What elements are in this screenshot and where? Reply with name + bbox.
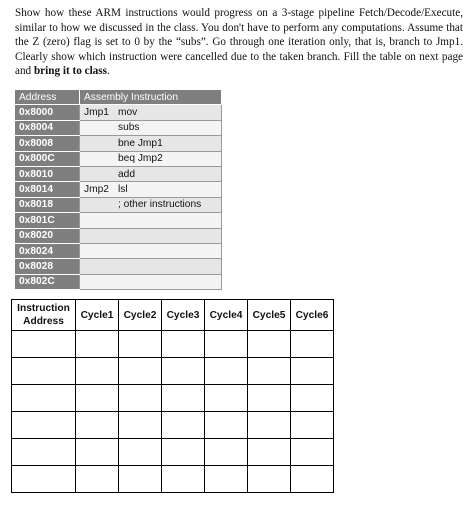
instruction-text: ; other instructions [118,199,202,211]
instructions-paragraph [15,6,463,79]
cycle-cell[interactable] [76,358,119,385]
instruction-address-cell[interactable] [12,466,76,493]
cycle-cell[interactable] [119,439,162,466]
cycle-cell[interactable] [162,358,205,385]
cycle-cell[interactable] [291,331,334,358]
instruction-cell [80,166,222,181]
pipeline-row [12,412,334,439]
cycle-cell[interactable] [248,331,291,358]
cycle-cell[interactable] [248,439,291,466]
cycle-cell[interactable] [205,385,248,412]
cycle-cell[interactable] [76,412,119,439]
instruction-cell [80,228,222,243]
cycle-cell[interactable] [76,439,119,466]
cycle-cell[interactable] [291,466,334,493]
instruction-header-line: Instruction [17,303,70,314]
cycle-cell[interactable] [119,331,162,358]
code-row [15,151,222,166]
instruction-address-cell[interactable] [12,358,76,385]
instructions-end: . [106,65,110,78]
instruction-cell [80,274,222,289]
code-row [15,259,222,274]
branch-label: Jmp1 [84,107,109,119]
pipeline-row [12,331,334,358]
address-cell: 0x8028 [15,259,80,274]
pipeline-header-row [12,300,334,331]
address-cell: 0x8000 [15,105,80,120]
instruction-address-cell[interactable] [12,331,76,358]
code-row [15,213,222,228]
instruction-cell [80,243,222,258]
pipeline-row [12,358,334,385]
pipeline-row [12,385,334,412]
cycle-cell[interactable] [76,331,119,358]
instructions-bold-text: bring it to class [33,65,107,78]
code-row [15,105,222,120]
address-cell: 0x8004 [15,120,80,135]
code-row [15,136,222,151]
cycle-cell[interactable] [248,466,291,493]
code-table-header-row [15,90,222,105]
cycle-cell[interactable] [119,358,162,385]
cycle-cell[interactable] [162,439,205,466]
code-row [15,228,222,243]
cycle1-header: Cycle1 [76,300,119,331]
cycle3-header: Cycle3 [162,300,205,331]
cycle-cell[interactable] [119,385,162,412]
instruction-text: bne Jmp1 [118,137,163,149]
cycle-cell[interactable] [162,331,205,358]
address-header-line: Address [23,316,64,327]
address-cell: 0x801C [15,213,80,228]
instruction-address-cell[interactable] [12,412,76,439]
instruction-cell [80,136,222,151]
cycle-cell[interactable] [76,385,119,412]
instruction-text: subs [118,122,140,134]
cycle-cell[interactable] [205,412,248,439]
instruction-address-cell[interactable] [12,439,76,466]
address-cell: 0x8014 [15,182,80,197]
cycle-cell[interactable] [248,358,291,385]
cycle-cell[interactable] [205,358,248,385]
address-cell: 0x8020 [15,228,80,243]
cycle-cell[interactable] [119,412,162,439]
code-row [15,182,222,197]
pipeline-row [12,439,334,466]
cycle-cell[interactable] [291,385,334,412]
cycle-cell[interactable] [248,412,291,439]
address-cell: 0x8008 [15,136,80,151]
code-row [15,243,222,258]
cycle-cell[interactable] [162,466,205,493]
pipeline-row [12,466,334,493]
instruction-address-cell[interactable] [12,385,76,412]
instruction-cell [80,213,222,228]
instruction-cell [80,182,222,197]
instruction-cell [80,105,222,120]
cycle-cell[interactable] [205,331,248,358]
address-column-header: Address [15,90,80,105]
code-row [15,197,222,212]
instruction-cell [80,197,222,212]
cycle2-header: Cycle2 [119,300,162,331]
cycle5-header: Cycle5 [248,300,291,331]
instruction-text: mov [118,107,138,119]
cycle-cell[interactable] [291,358,334,385]
instruction-address-header [12,300,76,331]
assembly-code-table [14,89,222,290]
address-cell: 0x8010 [15,166,80,181]
cycle-cell[interactable] [205,466,248,493]
cycle-cell[interactable] [162,385,205,412]
pipeline-cycle-table [11,299,334,493]
cycle-cell[interactable] [291,412,334,439]
instructions-text: Show how these ARM instructions would progress on a 3-stage pipeline Fetch/Decode/Execute, similar to how we discussed in the class. You don't have to perform any computations. Assume that the Z (zero) flag is set to 0 by the “subs”. Go through one iteration only, that is, branch to Jmp1. Clearly show which instruction were cancelled due to the taken branch. Fill the table on next page and [15,7,463,78]
address-cell: 0x802C [15,274,80,289]
code-row [15,166,222,181]
cycle-cell[interactable] [291,439,334,466]
assembly-column-header: Assembly Instruction [80,90,222,105]
instruction-cell [80,259,222,274]
cycle4-header: Cycle4 [205,300,248,331]
code-row [15,274,222,289]
address-cell: 0x8018 [15,197,80,212]
cycle-cell[interactable] [205,439,248,466]
cycle6-header: Cycle6 [291,300,334,331]
cycle-cell[interactable] [248,385,291,412]
cycle-cell[interactable] [76,466,119,493]
instruction-cell [80,120,222,135]
cycle-cell[interactable] [119,466,162,493]
address-cell: 0x8024 [15,243,80,258]
instruction-text: beq Jmp2 [118,153,163,165]
address-cell: 0x800C [15,151,80,166]
branch-label: Jmp2 [84,184,109,196]
instruction-text: add [118,168,135,180]
instruction-text: lsl [118,184,128,196]
instruction-cell [80,151,222,166]
code-row [15,120,222,135]
cycle-cell[interactable] [162,412,205,439]
